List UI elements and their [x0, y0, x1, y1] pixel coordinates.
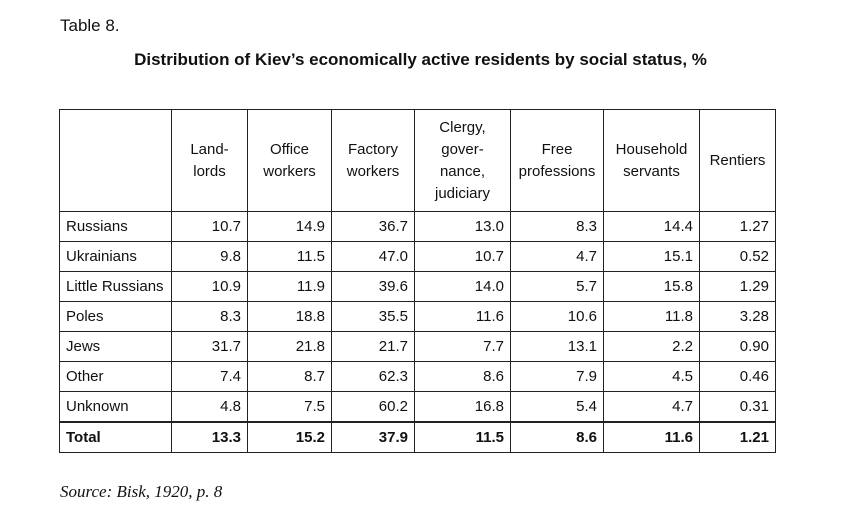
table-cell: 15.8: [604, 272, 700, 302]
table-number: Table 8.: [60, 16, 120, 35]
table-cell: 11.5: [248, 242, 332, 272]
table-row: [60, 302, 776, 332]
table-row: [60, 362, 776, 392]
header-cell-household-servants: Household servants: [604, 110, 700, 212]
row-label: Unknown: [60, 392, 172, 423]
table-cell: 13.1: [511, 332, 604, 362]
table-cell: 11.9: [248, 272, 332, 302]
total-cell: 11.5: [415, 422, 511, 453]
data-table: [59, 109, 776, 453]
table-cell: 0.46: [700, 362, 776, 392]
table-row: [60, 212, 776, 242]
header-cell-rentiers: Rentiers: [700, 110, 776, 212]
table-cell: 8.3: [511, 212, 604, 242]
table-cell: 10.6: [511, 302, 604, 332]
table-cell: 0.52: [700, 242, 776, 272]
row-label: Jews: [60, 332, 172, 362]
table-cell: 10.9: [172, 272, 248, 302]
table-cell: 14.0: [415, 272, 511, 302]
table-cell: 60.2: [332, 392, 415, 423]
table-cell: 9.8: [172, 242, 248, 272]
table-cell: 13.0: [415, 212, 511, 242]
total-cell: 37.9: [332, 422, 415, 453]
header-cell-clergy: Clergy, gover- nance, judiciary: [415, 110, 511, 212]
row-label: Russians: [60, 212, 172, 242]
header-cell-free-professions: Free professions: [511, 110, 604, 212]
header-cell-office-workers: Office workers: [248, 110, 332, 212]
table-cell: 3.28: [700, 302, 776, 332]
header-row: [60, 110, 776, 212]
header-cell-factory-workers: Factory workers: [332, 110, 415, 212]
table-cell: 39.6: [332, 272, 415, 302]
source-note: Source: Bisk, 1920, p. 8: [60, 482, 223, 501]
table-cell: 7.4: [172, 362, 248, 392]
table-cell: 8.7: [248, 362, 332, 392]
row-label: Little Russians: [60, 272, 172, 302]
table-cell: 5.7: [511, 272, 604, 302]
table-cell: 7.5: [248, 392, 332, 423]
table-cell: 8.6: [415, 362, 511, 392]
table-row: [60, 242, 776, 272]
total-row: [60, 422, 776, 453]
table-cell: 35.5: [332, 302, 415, 332]
total-cell: 11.6: [604, 422, 700, 453]
table-cell: 16.8: [415, 392, 511, 423]
table-row: [60, 272, 776, 302]
table-cell: 14.4: [604, 212, 700, 242]
row-label: Ukrainians: [60, 242, 172, 272]
table-cell: 21.7: [332, 332, 415, 362]
table-cell: 11.8: [604, 302, 700, 332]
table-cell: 14.9: [248, 212, 332, 242]
table-cell: 4.7: [604, 392, 700, 423]
table-cell: 36.7: [332, 212, 415, 242]
table-cell: 4.8: [172, 392, 248, 423]
header-cell-empty: [60, 110, 172, 212]
table-cell: 0.90: [700, 332, 776, 362]
table-cell: 8.3: [172, 302, 248, 332]
table-cell: 4.7: [511, 242, 604, 272]
table-cell: 0.31: [700, 392, 776, 423]
table-cell: 7.9: [511, 362, 604, 392]
table-cell: 21.8: [248, 332, 332, 362]
total-cell: 1.21: [700, 422, 776, 453]
row-label: Poles: [60, 302, 172, 332]
total-cell: 13.3: [172, 422, 248, 453]
table-cell: 2.2: [604, 332, 700, 362]
table-cell: 10.7: [415, 242, 511, 272]
total-label: Total: [60, 422, 172, 453]
table-row: [60, 392, 776, 423]
table-cell: 10.7: [172, 212, 248, 242]
table-cell: 1.29: [700, 272, 776, 302]
table-cell: 4.5: [604, 362, 700, 392]
table-cell: 5.4: [511, 392, 604, 423]
table-cell: 15.1: [604, 242, 700, 272]
table-cell: 47.0: [332, 242, 415, 272]
table-cell: 1.27: [700, 212, 776, 242]
total-cell: 8.6: [511, 422, 604, 453]
row-label: Other: [60, 362, 172, 392]
table-cell: 11.6: [415, 302, 511, 332]
table-row: [60, 332, 776, 362]
table-cell: 7.7: [415, 332, 511, 362]
table-cell: 62.3: [332, 362, 415, 392]
table-title: Distribution of Kiev’s economically active residents by social status, %: [134, 50, 707, 69]
table-cell: 18.8: [248, 302, 332, 332]
table-cell: 31.7: [172, 332, 248, 362]
total-cell: 15.2: [248, 422, 332, 453]
header-cell-landlords: Land- lords: [172, 110, 248, 212]
